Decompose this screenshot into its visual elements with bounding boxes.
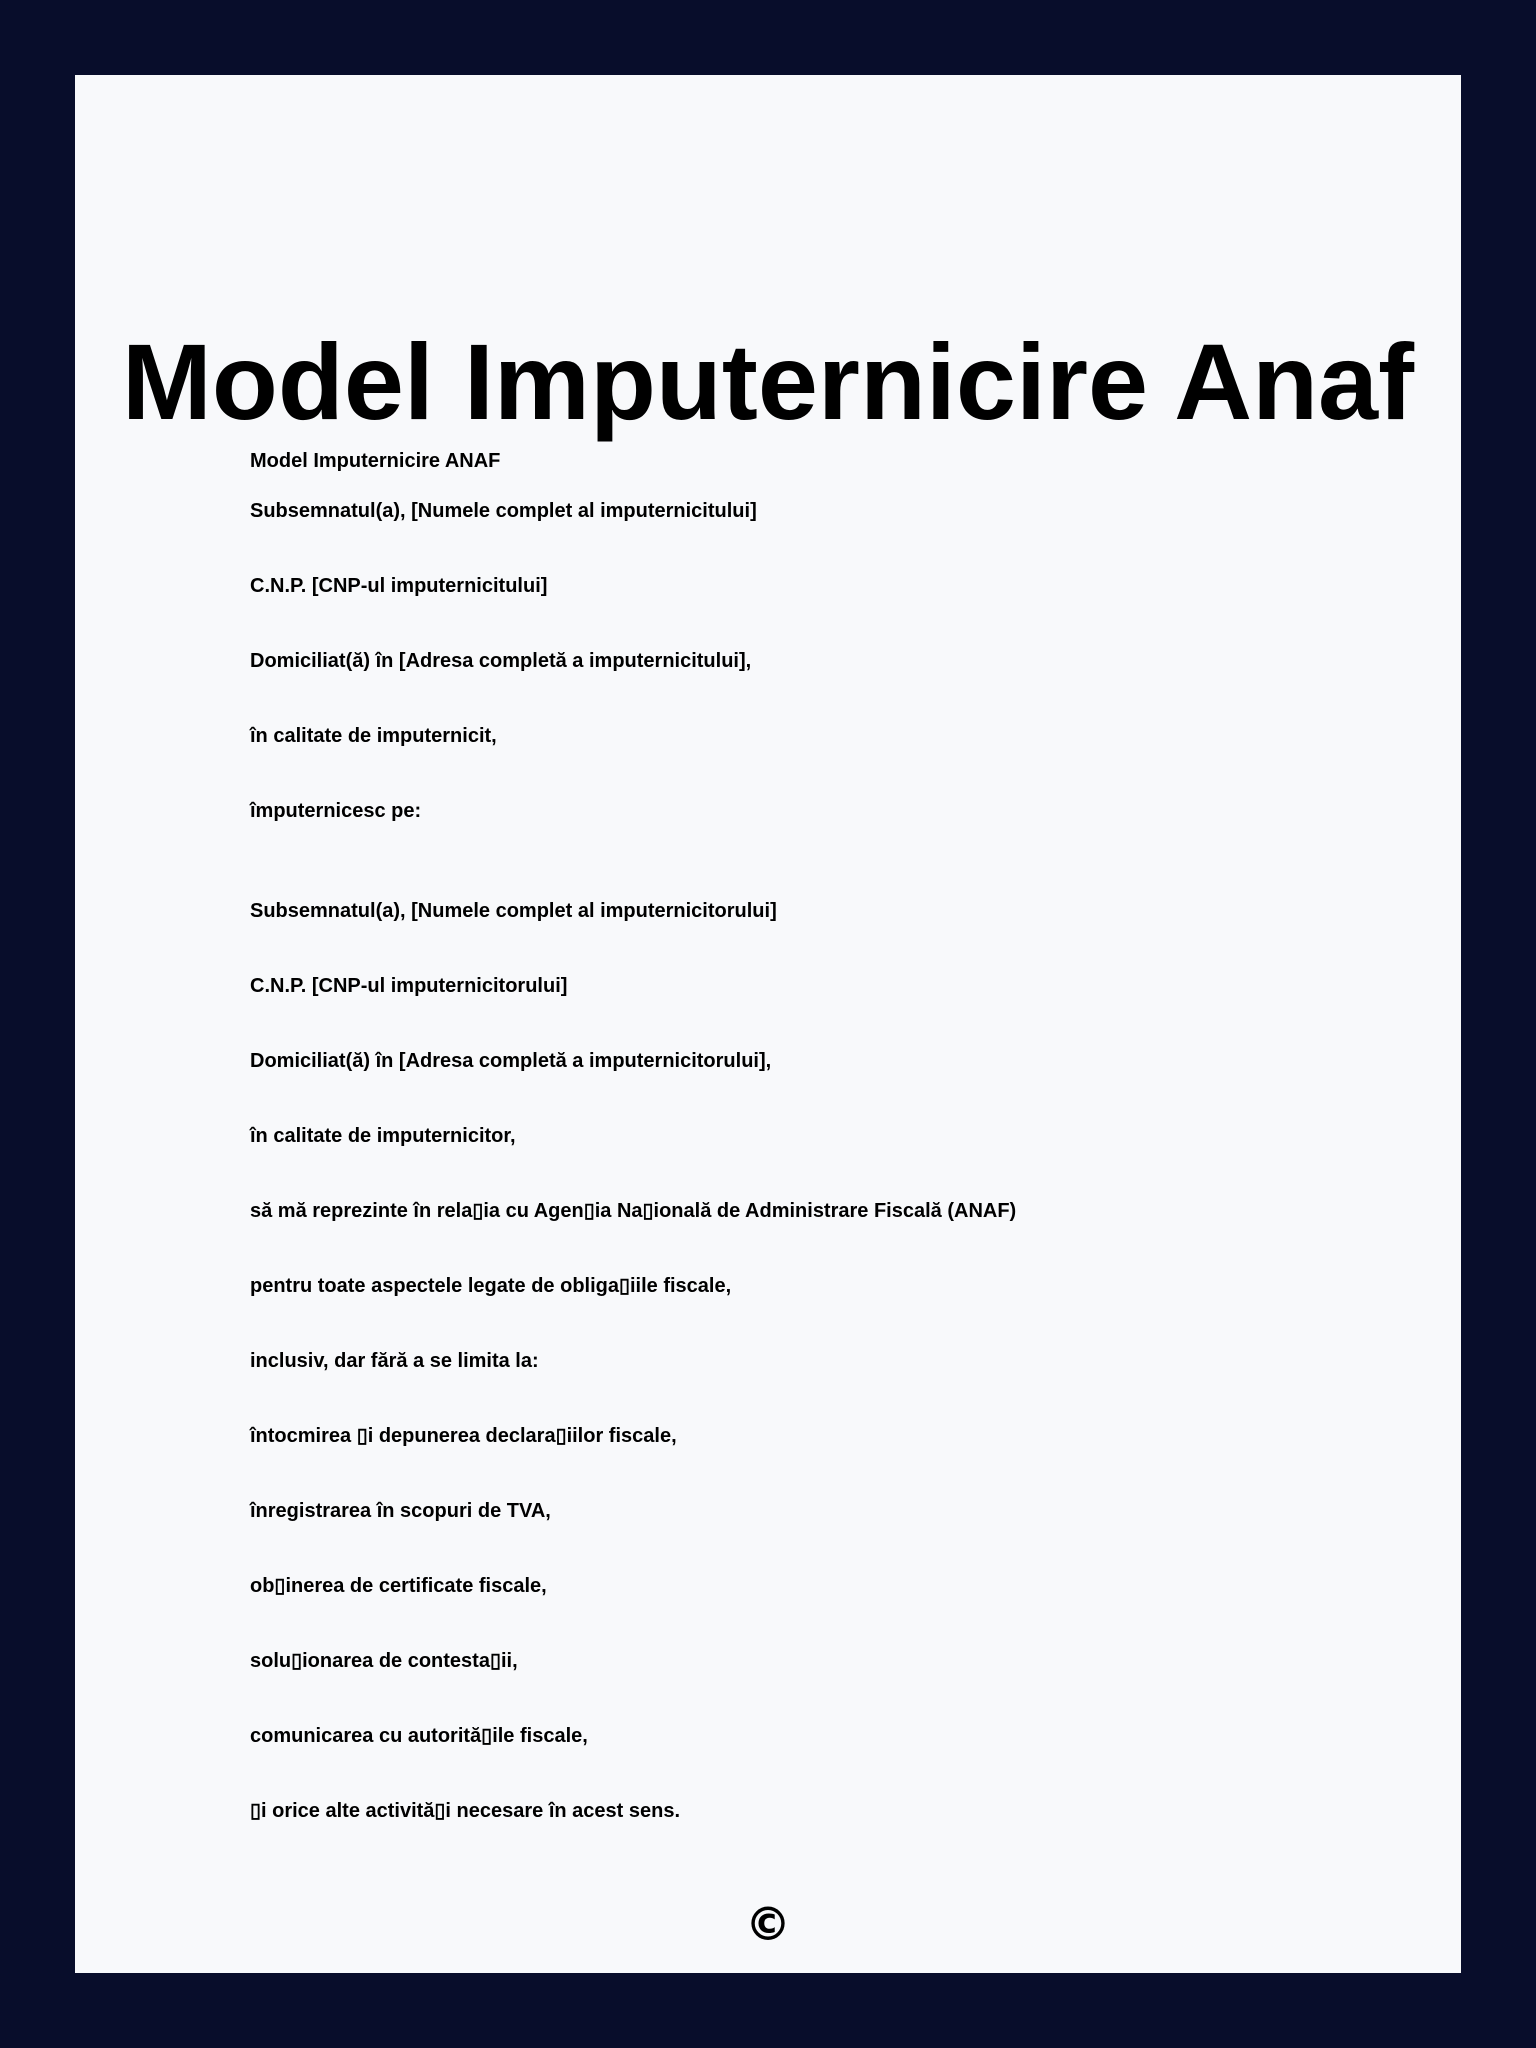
text-line: inclusiv, dar fără a se limita la: xyxy=(250,1350,539,1372)
copyright-icon: © xyxy=(745,1897,791,1951)
text-line: ▯i orice alte activită▯i necesare în acest sens. xyxy=(250,1800,681,1822)
document-page xyxy=(75,75,1461,1973)
text-line: ob▯inerea de certificate fiscale, xyxy=(250,1575,547,1597)
text-line: înregistrarea în scopuri de TVA, xyxy=(250,1500,551,1522)
document-title: Model Imputernicire Anaf xyxy=(121,321,1415,442)
text-line: Domiciliat(ă) în [Adresa completă a imputernicitorului], xyxy=(250,1050,772,1072)
text-line: întocmirea ▯i depunerea declara▯iilor fiscale, xyxy=(250,1425,677,1447)
text-line: să mă reprezinte în rela▯ia cu Agen▯ia Na▯ională de Administrare Fiscală (ANAF) xyxy=(250,1200,1017,1222)
document-heading: Model Imputernicire ANAF xyxy=(250,450,501,472)
text-line: solu▯ionarea de contesta▯ii, xyxy=(250,1650,518,1672)
text-line: Subsemnatul(a), [Numele complet al imputernicitului] xyxy=(250,500,757,522)
text-line: C.N.P. [CNP-ul imputernicitorului] xyxy=(250,975,568,997)
text-line: în calitate de imputernicit, xyxy=(250,725,497,747)
text-line: în calitate de imputernicitor, xyxy=(250,1125,516,1147)
text-line: împuternicesc pe: xyxy=(250,800,422,822)
text-line: C.N.P. [CNP-ul imputernicitului] xyxy=(250,575,548,597)
text-line: Subsemnatul(a), [Numele complet al imputernicitorului] xyxy=(250,900,777,922)
text-line: Domiciliat(ă) în [Adresa completă a imputernicitului], xyxy=(250,650,752,672)
text-line: pentru toate aspectele legate de obliga▯iile fiscale, xyxy=(250,1275,732,1297)
text-line: comunicarea cu autorită▯ile fiscale, xyxy=(250,1725,588,1747)
